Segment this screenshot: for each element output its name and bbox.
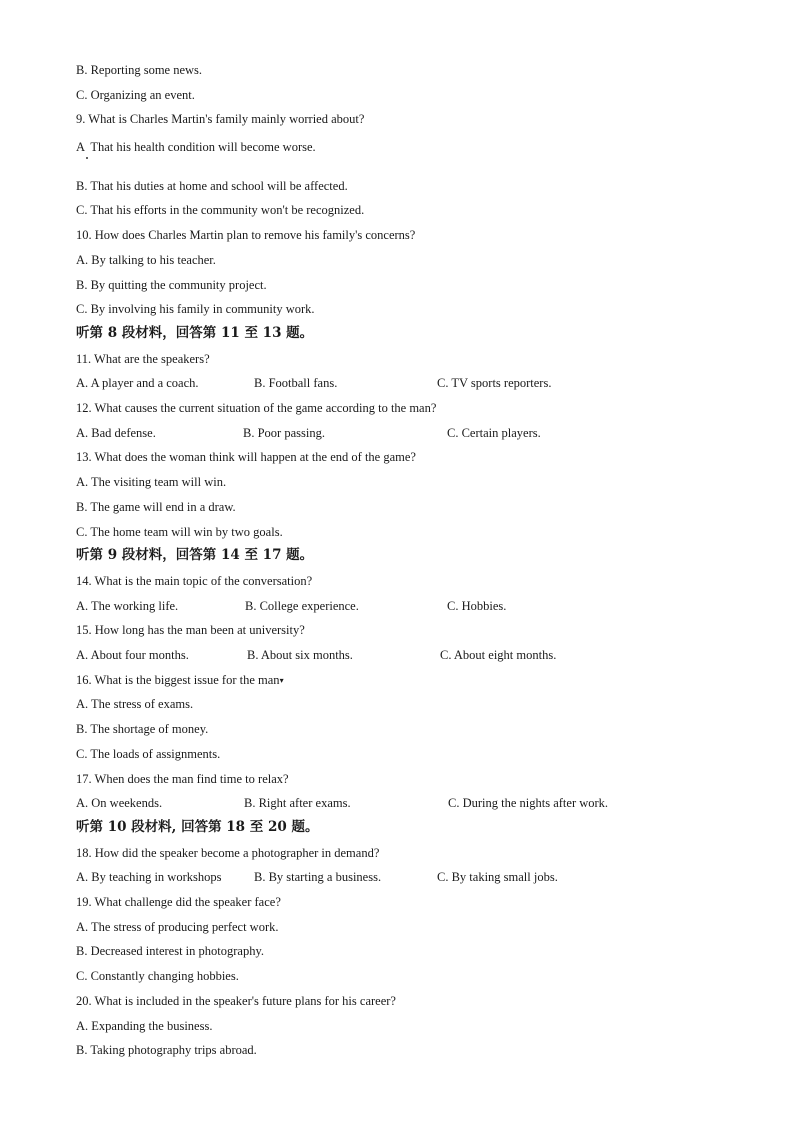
question-18: 18. How did the speaker become a photographer in demand? xyxy=(76,846,380,860)
option-20a: A. Expanding the business. xyxy=(76,1019,213,1033)
option-19a: A. The stress of producing perfect work. xyxy=(76,920,279,934)
question-9: 9. What is Charles Martin's family mainly worried about? xyxy=(76,112,365,126)
option-11c: C. TV sports reporters. xyxy=(437,376,552,390)
option-15a: A. About four months. xyxy=(76,648,189,662)
options-15 xyxy=(76,647,716,663)
option-11a: A. A player and a coach. xyxy=(76,376,199,390)
question-15: 15. How long has the man been at university? xyxy=(76,623,305,637)
section-heading-9: 听第 9 段材料，回答第 14 至 17 题。 xyxy=(76,547,314,563)
option-8b: B. Reporting some news. xyxy=(76,63,203,77)
option-17b: B. Right after exams. xyxy=(244,796,351,810)
option-10a: A. By talking to his teacher. xyxy=(76,253,216,267)
option-15c: C. About eight months. xyxy=(440,648,557,662)
stray-dot xyxy=(86,157,88,159)
question-14: 14. What is the main topic of the conversation? xyxy=(76,574,313,588)
question-16 xyxy=(76,672,284,689)
option-10c: C. By involving his family in community work. xyxy=(76,302,315,316)
question-19: 19. What challenge did the speaker face? xyxy=(76,895,281,909)
option-8c: C. Organizing an event. xyxy=(76,88,195,102)
option-13a: A. The visiting team will win. xyxy=(76,475,227,489)
question-16-text: 16. What is the biggest issue for the man xyxy=(76,673,280,687)
option-20b: B. Taking photography trips abroad. xyxy=(76,1043,257,1057)
option-11b: B. Football fans. xyxy=(254,376,338,390)
options-11 xyxy=(76,375,716,391)
options-17 xyxy=(76,795,716,811)
question-17: 17. When does the man find time to relax? xyxy=(76,772,289,786)
option-12a: A. Bad defense. xyxy=(76,426,156,440)
option-16b: B. The shortage of money. xyxy=(76,722,209,736)
option-9a: A That his health condition will become worse. xyxy=(76,140,316,154)
question-11: 11. What are the speakers? xyxy=(76,352,210,366)
option-13b: B. The game will end in a draw. xyxy=(76,500,236,514)
option-19c: C. Constantly changing hobbies. xyxy=(76,969,239,983)
question-12: 12. What causes the current situation of the game according to the man? xyxy=(76,401,437,415)
question-16-mark: ▾ xyxy=(279,676,284,686)
option-15b: B. About six months. xyxy=(247,648,353,662)
option-18b: B. By starting a business. xyxy=(254,870,382,884)
option-19b: B. Decreased interest in photography. xyxy=(76,944,265,958)
section-heading-8: 听第 8 段材料，回答第 11 至 13 题。 xyxy=(76,325,314,341)
section-heading-10: 听第 10 段材料, 回答第 18 至 20 题。 xyxy=(76,819,319,835)
option-17a: A. On weekends. xyxy=(76,796,163,810)
option-10b: B. By quitting the community project. xyxy=(76,278,267,292)
option-13c: C. The home team will win by two goals. xyxy=(76,525,283,539)
option-14c: C. Hobbies. xyxy=(447,599,507,613)
option-12c: C. Certain players. xyxy=(447,426,541,440)
option-18c: C. By taking small jobs. xyxy=(437,870,558,884)
options-12 xyxy=(76,425,716,441)
options-14 xyxy=(76,598,716,614)
question-10: 10. How does Charles Martin plan to remove his family's concerns? xyxy=(76,228,416,242)
option-18a: A. By teaching in workshops xyxy=(76,870,222,884)
option-17c: C. During the nights after work. xyxy=(448,796,609,810)
option-12b: B. Poor passing. xyxy=(243,426,325,440)
question-13: 13. What does the woman think will happen at the end of the game? xyxy=(76,450,416,464)
option-14b: B. College experience. xyxy=(245,599,359,613)
option-16c: C. The loads of assignments. xyxy=(76,747,221,761)
options-18 xyxy=(76,869,716,885)
option-9c: C. That his efforts in the community won't be recognized. xyxy=(76,203,365,217)
question-20: 20. What is included in the speaker's future plans for his career? xyxy=(76,994,396,1008)
option-14a: A. The working life. xyxy=(76,599,179,613)
option-9b: B. That his duties at home and school will be affected. xyxy=(76,179,348,193)
option-16a: A. The stress of exams. xyxy=(76,697,194,711)
